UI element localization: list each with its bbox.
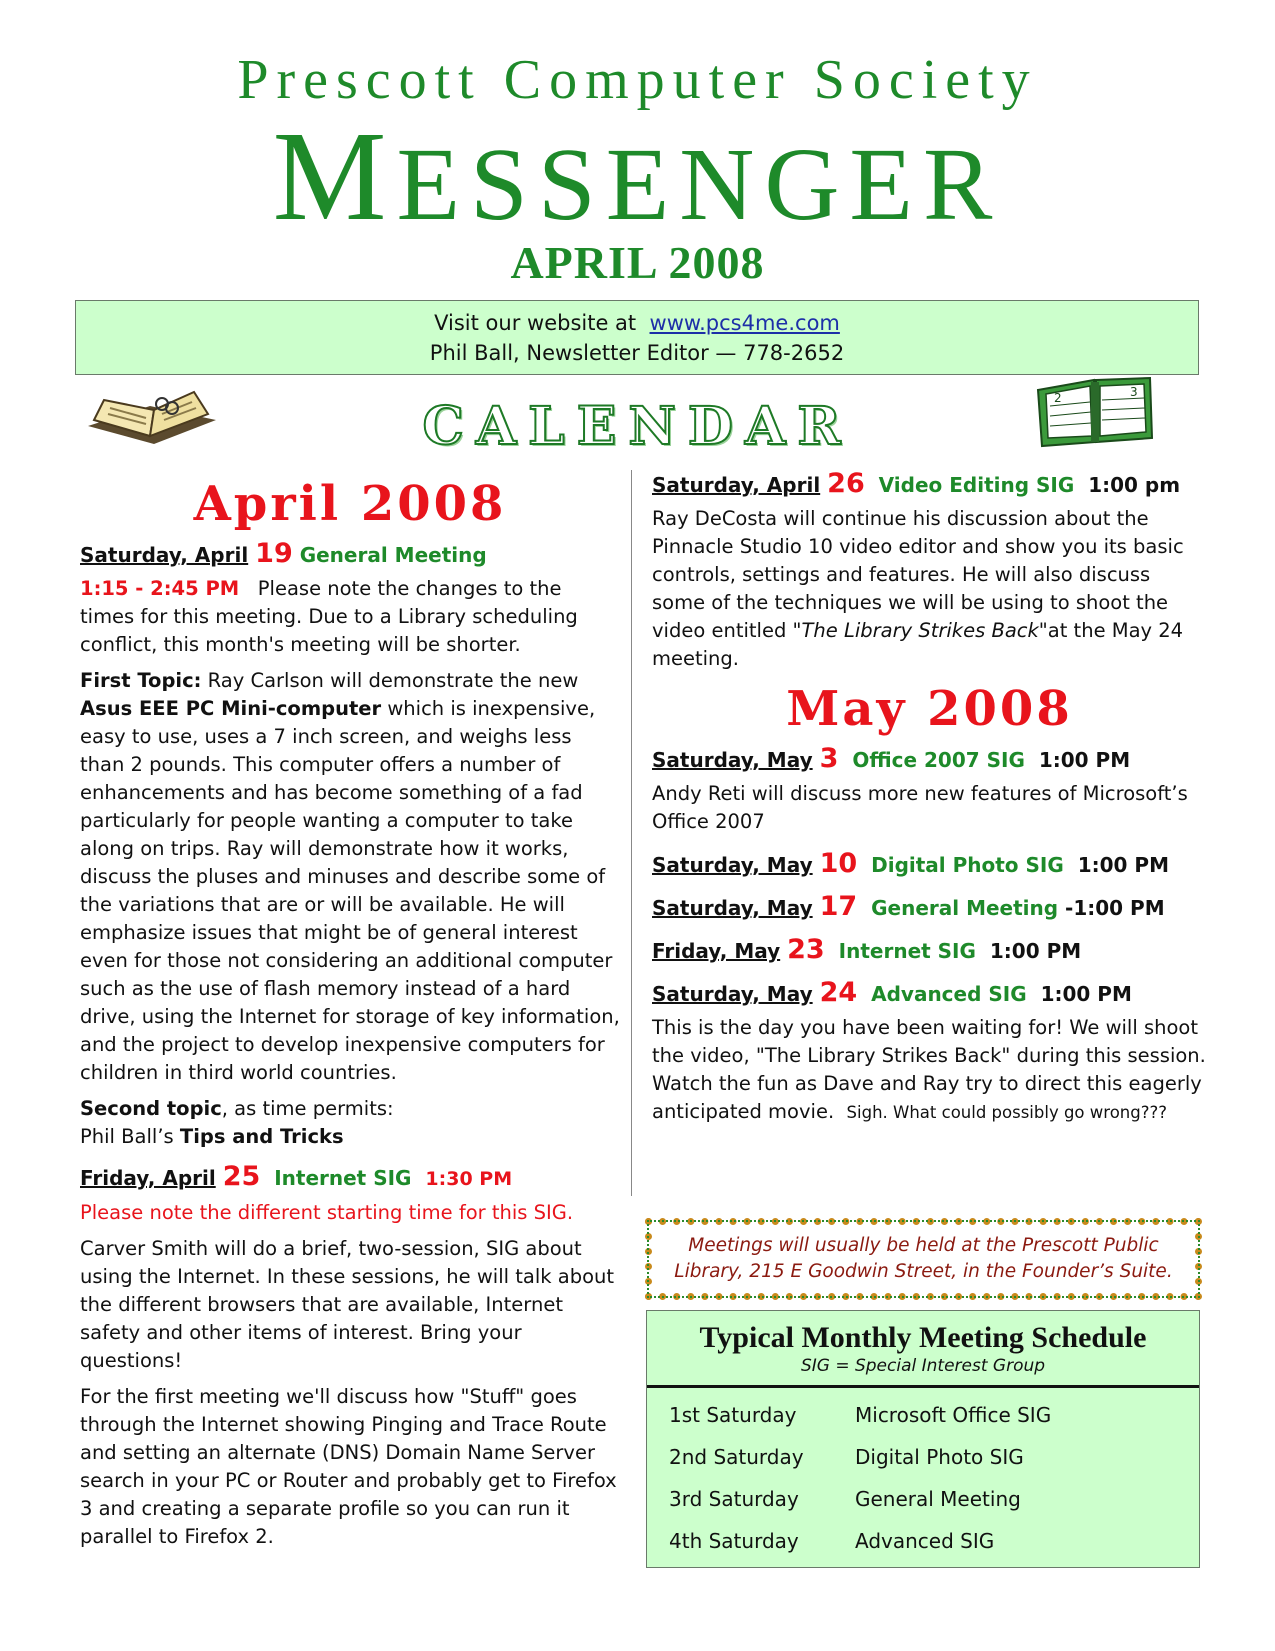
svg-text:2: 2	[1054, 391, 1062, 405]
calendar-title: CALENDAR	[422, 396, 853, 457]
right-column	[652, 470, 1207, 1135]
general-meeting-header	[80, 540, 620, 569]
event-date-number: 10	[819, 848, 858, 879]
event-sig: Digital Photo SIG	[871, 853, 1064, 877]
event-day: Saturday, April	[652, 473, 821, 497]
first-topic-text-a: Ray Carlson will demonstrate the new	[207, 669, 579, 692]
event-time: 1:00 PM	[1077, 853, 1169, 877]
event-date-number: 3	[819, 743, 839, 774]
website-link[interactable]: www.pcs4me.com	[649, 311, 840, 335]
event-date-number: 26	[827, 468, 865, 499]
event-sig: Video Editing SIG	[878, 473, 1075, 497]
first-topic-text-b: which is inexpensive, easy to use, uses a 7 inch screen, and weighs less than 2 pounds. This computer offers a number of enhancements and has become something of a fad particularly for people wanting a computer to take along on trips. Ray will demonstrate how it works, discuss the pluses and minuses and describe some of the variations that are or will be available. He will emphasize issues that might be of general interest even for those not considering an additional computer such as the use of flash memory instead of a hard drive, using the Internet for storage of key information, and the project to develop inexpensive computers for children in third world countries.	[80, 697, 620, 1084]
editor-line: Phil Ball, Newsletter Editor — 778-2652	[429, 341, 845, 365]
column-divider	[631, 470, 632, 1196]
issue-date: APRIL 2008	[510, 237, 765, 288]
may-event-3	[652, 745, 1207, 774]
first-topic-label: First Topic:	[80, 669, 202, 692]
video-title: "The Library Strikes Back"	[792, 619, 1048, 642]
meeting-time: 1:15 - 2:45 PM	[80, 577, 240, 600]
video-text-b: at the May 24 meeting.	[652, 619, 1184, 670]
first-topic-paragraph	[80, 667, 620, 1087]
society-name: Prescott Computer Society	[237, 49, 1038, 111]
schedule-event: General Meeting	[855, 1487, 1021, 1511]
event-day: Saturday, April	[80, 543, 249, 567]
video-text-a: Ray DeCosta will continue his discussion about the Pinnacle Studio 10 video editor and show you its basic controls, settings and features. He will also discuss some of the techniques we will be using to shoot the video entitled	[652, 507, 1184, 642]
may-event-24	[652, 979, 1207, 1008]
video-sig-header	[652, 470, 1207, 499]
second-topic-paragraph	[80, 1095, 620, 1151]
advanced-text: This is the day you have been waiting for! We will shoot the video, "The Library Strikes Back" during this session. Watch the fun as Dave and Ray try to direct this eagerly anticipated movie.	[652, 1016, 1206, 1123]
left-column	[80, 470, 620, 1559]
advanced-description	[652, 1014, 1207, 1127]
event-time: 1:00 PM	[1038, 748, 1131, 772]
event-time: 1:00 PM	[989, 939, 1082, 963]
office-description: Andy Reti will discuss more new features of Microsoft’s Office 2007	[652, 782, 1188, 833]
schedule-week: 2nd Saturday	[669, 1445, 804, 1469]
masthead-rest: ESSENGER	[396, 127, 1003, 242]
internet-time-note: Please note the different starting time for this SIG.	[80, 1201, 574, 1224]
event-day: Saturday, May	[652, 748, 813, 772]
second-topic-presenter: Phil Ball’s	[80, 1125, 174, 1148]
internet-sig-header	[80, 1163, 620, 1193]
schedule-week: 3rd Saturday	[669, 1487, 799, 1511]
schedule-row	[647, 1478, 1199, 1520]
masthead-initial: M	[272, 105, 397, 247]
event-sig: General Meeting	[871, 896, 1059, 920]
may-heading: May 2008	[786, 681, 1073, 737]
event-day: Friday, May	[652, 939, 781, 963]
may-event-23	[652, 936, 1207, 965]
event-date-number: 23	[787, 934, 825, 965]
schedule-box	[646, 1310, 1200, 1568]
internet-paragraph-1: Carver Smith will do a brief, two-session, SIG about using the Internet. In these sessions, he will talk about the different browsers that are available, Internet safety and other items of interest. Bring your questions!	[80, 1237, 615, 1372]
event-sig: Advanced SIG	[871, 982, 1027, 1006]
calendar-book-icon	[1034, 376, 1156, 448]
schedule-event: Advanced SIG	[855, 1529, 995, 1553]
event-day: Saturday, May	[652, 982, 813, 1006]
internet-paragraph-2: For the first meeting we'll discuss how "Stuff" goes through the Internet showing Pinging and Trace Route and setting an alternate (DNS) Domain Name Server search in your PC or Router and probably get to Firefox 3 and creating a separate profile so you can run it parallel to Firefox 2.	[80, 1385, 617, 1548]
website-box	[75, 300, 1199, 375]
location-notice: Meetings will usually be held at the Prescott Public Library, 215 E Goodwin Street, in the Founder’s Suite.	[645, 1218, 1202, 1300]
event-time: 1:00 pm	[1088, 473, 1181, 497]
svg-text:3: 3	[1130, 385, 1138, 399]
schedule-divider	[647, 1385, 1199, 1388]
event-day: Friday, April	[80, 1166, 216, 1190]
video-paragraph	[652, 505, 1207, 673]
second-topic-title: Tips and Tricks	[179, 1125, 344, 1148]
first-topic-product: Asus EEE PC Mini-computer	[80, 697, 382, 720]
meeting-time-paragraph	[80, 575, 620, 659]
schedule-event: Digital Photo SIG	[855, 1445, 1024, 1469]
schedule-event: Microsoft Office SIG	[855, 1403, 1052, 1427]
event-time: -1:00 PM	[1065, 896, 1165, 920]
schedule-title: Typical Monthly Meeting Schedule	[699, 1321, 1147, 1354]
masthead-title	[0, 105, 1275, 247]
schedule-row	[647, 1394, 1199, 1436]
second-topic-rest: , as time permits:	[221, 1097, 394, 1120]
event-sig: Internet SIG	[838, 939, 976, 963]
event-day: Saturday, May	[652, 853, 813, 877]
meeting-note: Please note the changes to the times for this meeting. Due to a Library scheduling conflict, this month's meeting will be shorter.	[80, 577, 578, 656]
advanced-aside: Sigh. What could possibly go wrong???	[846, 1103, 1167, 1122]
event-sig: Internet SIG	[274, 1166, 412, 1190]
event-time: 1:30 PM	[425, 1168, 513, 1190]
schedule-subtitle: SIG = Special Interest Group	[800, 1356, 1046, 1376]
event-date-number: 24	[819, 977, 858, 1008]
event-date-number: 17	[819, 891, 858, 922]
event-sig: General Meeting	[299, 543, 487, 567]
event-date-number: 25	[222, 1161, 261, 1192]
visit-text: Visit our website at	[434, 311, 637, 335]
schedule-row	[647, 1436, 1199, 1478]
event-time: 1:00 PM	[1040, 982, 1132, 1006]
schedule-week: 4th Saturday	[669, 1529, 799, 1553]
april-heading: April 2008	[193, 476, 507, 532]
event-sig: Office 2007 SIG	[852, 748, 1025, 772]
schedule-week: 1st Saturday	[669, 1403, 797, 1427]
second-topic-label: Second topic	[80, 1097, 222, 1120]
event-date-number: 19	[255, 538, 293, 569]
may-event-10	[652, 850, 1207, 879]
event-day: Saturday, May	[652, 896, 813, 920]
schedule-row	[647, 1520, 1199, 1562]
may-event-17	[652, 893, 1207, 922]
